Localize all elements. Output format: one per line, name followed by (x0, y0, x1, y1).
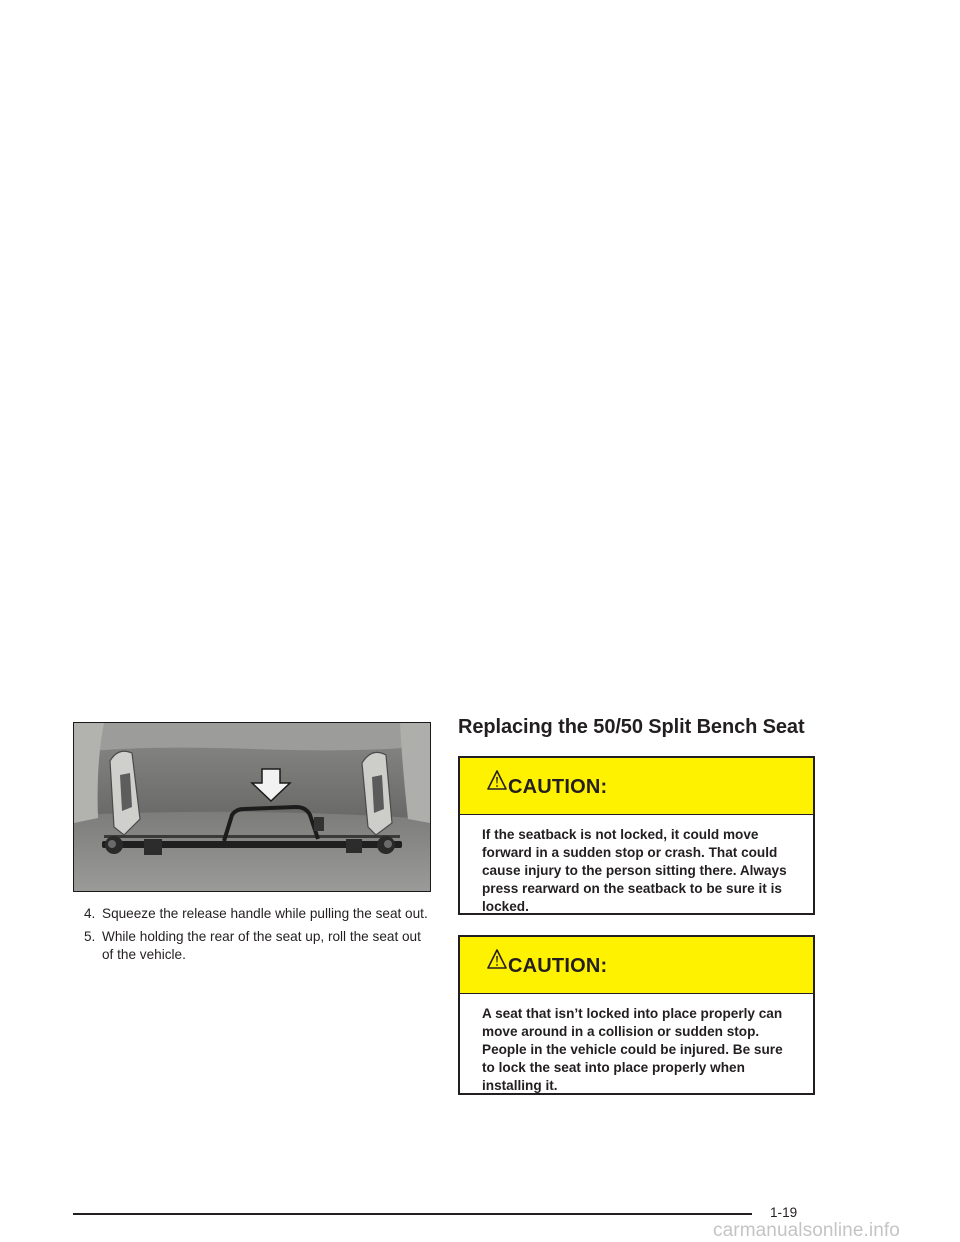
step-text: While holding the rear of the seat up, roll the seat out of the vehicle. (102, 929, 421, 962)
caution-text: If the seatback is not locked, it could move forward in a sudden stop or crash. That could cause injury to the person sitting there. Always press rearward on the seatback to be sure it is locked. (482, 827, 787, 914)
step-text: Squeeze the release handle while pulling the seat out. (102, 906, 428, 921)
step-item (84, 905, 434, 923)
seat-release-handle-photo (73, 722, 431, 892)
seat-rail-illustration (74, 723, 430, 891)
removal-steps-list (84, 905, 434, 969)
footer-rule (73, 1213, 752, 1215)
caution-title: CAUTION: (508, 776, 608, 798)
warning-icon (487, 769, 507, 791)
caution-header (460, 937, 813, 994)
page-number: 1-19 (770, 1205, 798, 1220)
warning-icon (487, 948, 507, 970)
caution-box (458, 756, 815, 915)
step-item (84, 928, 434, 964)
caution-box (458, 935, 815, 1095)
caution-title: CAUTION: (508, 955, 608, 977)
step-number: 5. (84, 929, 96, 944)
caution-text: A seat that isn’t locked into place properly can move around in a collision or sudden stop. People in the vehicle could be injured. Be sure to lock the seat into place properly when installing it. (482, 1006, 783, 1093)
step-number: 4. (84, 906, 96, 921)
caution-header (460, 758, 813, 815)
section-heading: Replacing the 50/50 Split Bench Seat (458, 716, 805, 738)
watermark: carmanualsonline.info (713, 1220, 900, 1241)
